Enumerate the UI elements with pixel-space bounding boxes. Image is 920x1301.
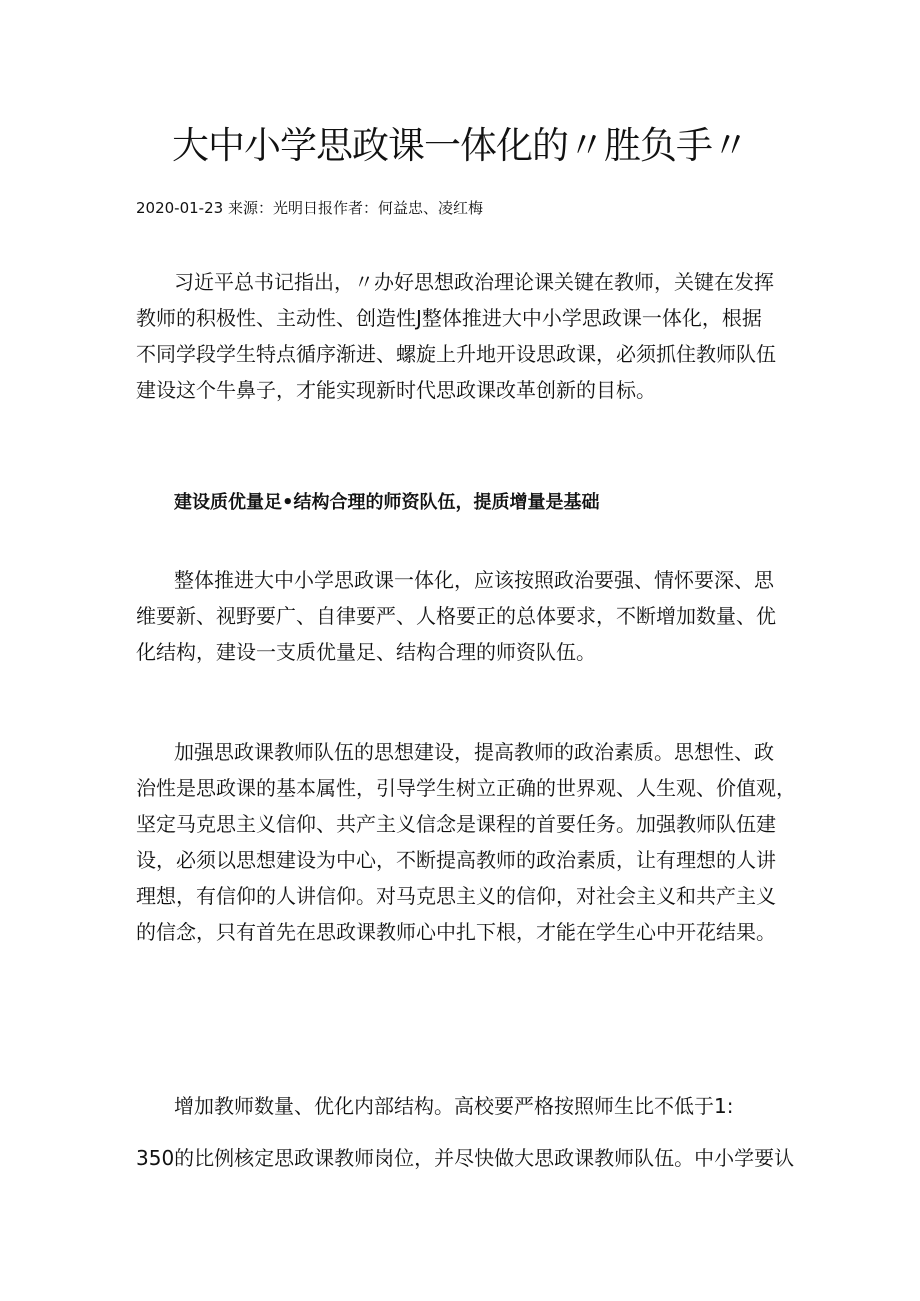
article-meta: 2020-01-23 来源：光明日报作者：何益忠、凌红梅 (136, 199, 483, 217)
paragraph-line: 加强思政课教师队伍的思想建设，提高教师的政治素质。思想性、政 (174, 740, 774, 764)
paragraph-line: 不同学段学生特点循序渐进、螺旋上升地开设思政课，必须抓住教师队伍 (136, 342, 776, 366)
paragraph-line: 教师的积极性、主动性、创造性J整体推进大中小学思政课一体化，根据 (136, 306, 762, 330)
paragraph-requirements (136, 562, 790, 670)
paragraph-line: 习近平总书记指出，〃办好思想政治理论课关键在教师，关键在发挥 (174, 270, 774, 294)
paragraph-line: 增加教师数量、优化内部结构。高校要严格按照师生比不低于1: (174, 1094, 734, 1118)
paragraph-line: 理想，有信仰的人讲信仰。对马克思主义的信仰，对社会主义和共产主义 (136, 884, 776, 908)
paragraph-line: 的信念，只有首先在思政课教师心中扎下根，才能在学生心中开花结果。 (136, 920, 776, 944)
section-heading: 建设质优量足•结构合理的师资队伍，提质增量是基础 (174, 492, 600, 513)
paragraph-teacher-numbers (136, 1088, 795, 1176)
paragraph-line: 维要新、视野要广、自律要严、人格要正的总体要求，不断增加数量、优 (136, 604, 776, 628)
paragraph-ideological-building (136, 734, 796, 950)
paragraph-line: 建设这个牛鼻子，才能实现新时代思政课改革创新的目标。 (136, 378, 656, 402)
paragraph-line: 坚定马克思主义信仰、共产主义信念是课程的首要任务。加强教师队伍建 (136, 812, 776, 836)
paragraph-line: 350的比例核定思政课教师岗位，并尽快做大思政课教师队伍。中小学要认 (136, 1146, 795, 1170)
paragraph-line: 整体推进大中小学思政课一体化，应该按照政治要强、情怀要深、思 (174, 568, 774, 592)
article-title: 大中小学思政课一体化的〃胜负手〃 (172, 124, 748, 167)
paragraph-intro (136, 264, 790, 408)
paragraph-line: 化结构，建设一支质优量足、结构合理的师资队伍。 (136, 640, 596, 664)
paragraph-line: 设，必须以思想建设为中心，不断提高教师的政治素质，让有理想的人讲 (136, 848, 776, 872)
paragraph-line: 治性是思政课的基本属性，引导学生树立正确的世界观、人生观、价值观， (136, 776, 796, 800)
